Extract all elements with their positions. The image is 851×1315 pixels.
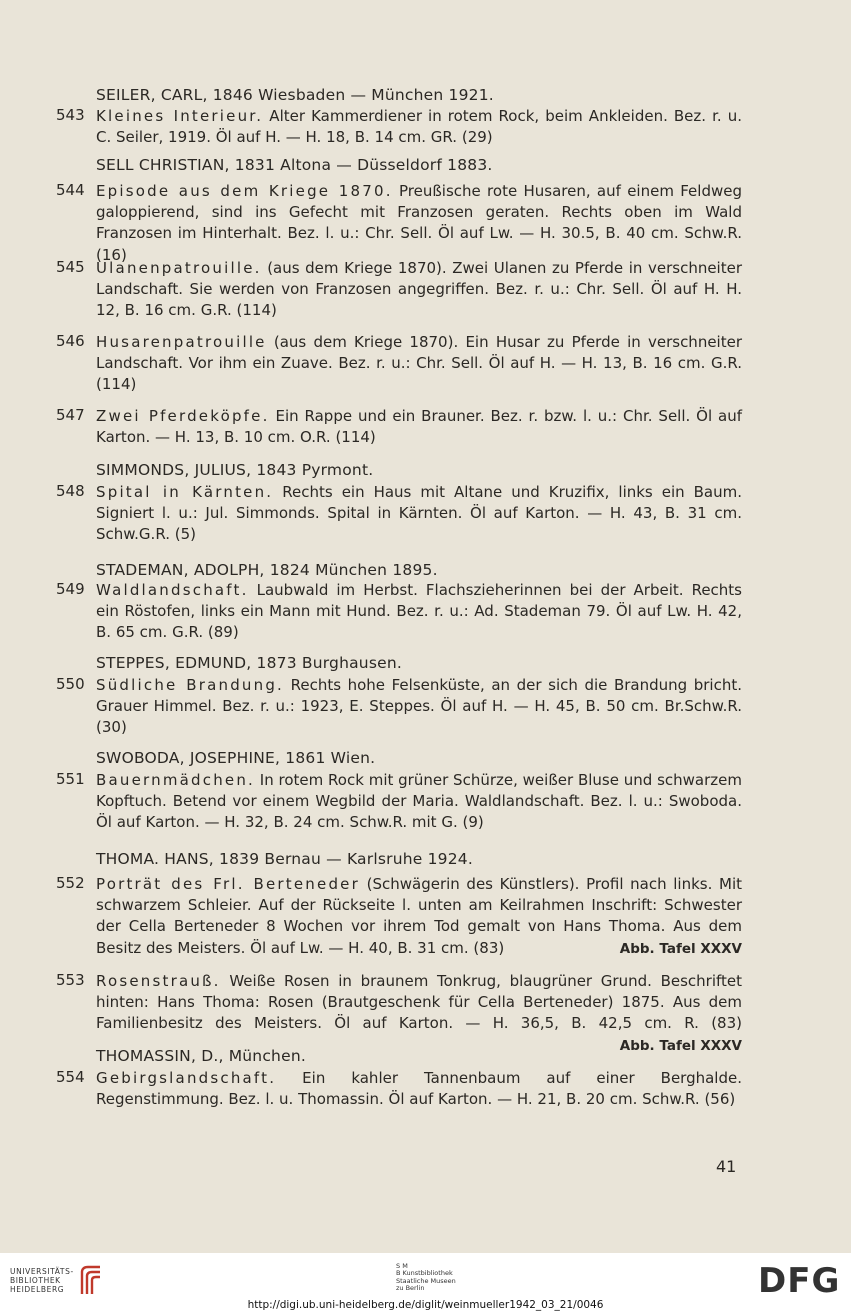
artwork-details: (aus dem Kriege 1870). Zwei Ulanen zu Pferde in verschneiter Landschaft. Sie werden von Franzosen angegriffen. Bez. r. u.: Chr. Sell. Öl auf H. H. 12, B. 16 cm. G.R. (114) <box>96 259 742 320</box>
artwork-details: Weiße Rosen in braunem Tonkrug, blaugrüner Grund. Beschriftet hinten: Hans Thoma: Rosen (Brautgeschenk für Cella Berteneder) 1875. Aus dem Familienbesitz des Meisters. Öl auf Karton. — H. 36,5, B. 42,5 cm. R. (83) <box>96 972 742 1033</box>
catalog-entry <box>56 971 742 1056</box>
entry-description <box>96 406 742 448</box>
artist-heading: SIMMONDS, JULIUS, 1843 Pyrmont. <box>96 461 374 479</box>
artwork-title: Rosenstrauß. <box>96 972 221 990</box>
figure-reference: Abb. Tafel XXXV <box>619 1037 742 1054</box>
lot-number: 551 <box>56 770 85 788</box>
catalog-entry <box>56 482 742 546</box>
artwork-details: Alter Kammerdiener in rotem Rock, beim Ankleiden. Bez. r. u. C. Seiler, 1919. Öl auf H. — H. 18, B. 14 cm. GR. (29) <box>96 107 742 147</box>
artwork-details: (aus dem Kriege 1870). Ein Husar zu Pferde in verschneiter Landschaft. Vor ihm ein Zuave. Bez. r. u.: Chr. Sell. Öl auf H. — H. 13, B. 16 cm. G.R. (114) <box>96 333 742 394</box>
artist-heading: THOMA. HANS, 1839 Bernau — Karlsruhe 1924. <box>96 850 473 868</box>
artwork-details: Preußische rote Husaren, auf einem Feldweg galoppierend, sind ins Gefecht mit Franzosen geraten. Rechts oben im Wald Franzosen im Hinterhalt. Bez. l. u.: Chr. Sell. Öl auf Lw. — H. 30.5, B. 40 cm. Schw.R. (16) <box>96 182 742 264</box>
lot-number: 545 <box>56 258 85 276</box>
artwork-details: Rechts hohe Felsenküste, an der sich die Brandung bricht. Grauer Himmel. Bez. r. u.: 1923, E. Steppes. Öl auf H. — H. 45, B. 50 cm. Br.Schw.R. (30) <box>96 676 742 737</box>
artwork-details: Ein Rappe und ein Brauner. Bez. r. bzw. l. u.: Chr. Sell. Öl auf Karton. — H. 13, B. 10 cm. O.R. (114) <box>96 407 743 447</box>
lot-number: 547 <box>56 406 85 424</box>
artwork-title: Waldlandschaft. <box>96 581 249 599</box>
entry-description <box>96 332 742 396</box>
page-url[interactable]: http://digi.ub.uni-heidelberg.de/diglit/weinmueller1942_03_21/0046 <box>247 1299 604 1311</box>
artwork-details: Rechts ein Haus mit Altane und Kruzifix, links ein Baum. Signiert l. u.: Jul. Simmonds. Spital in Kärnten. Öl auf Karton. — H. 43, B. 31 cm. Schw.G.R. (5) <box>96 483 743 544</box>
lot-number: 553 <box>56 971 85 989</box>
lot-number: 543 <box>56 106 85 124</box>
artist-heading: SELL CHRISTIAN, 1831 Altona — Düsseldorf 1883. <box>96 156 493 174</box>
catalog-entry <box>56 770 742 834</box>
catalog-entry <box>56 874 742 959</box>
entry-description <box>96 258 742 322</box>
artist-heading: SEILER, CARL, 1846 Wiesbaden — München 1921. <box>96 86 494 104</box>
catalog-entry <box>56 181 742 266</box>
library-name: UNIVERSITÄTS- BIBLIOTHEK HEIDELBERG <box>10 1267 74 1294</box>
artwork-title: Husarenpatrouille <box>96 333 267 351</box>
artist-heading: STEPPES, EDMUND, 1873 Burghausen. <box>96 654 402 672</box>
lot-number: 544 <box>56 181 85 199</box>
page-number: 41 <box>716 1157 737 1176</box>
entry-description <box>96 482 742 546</box>
lot-number: 546 <box>56 332 85 350</box>
artwork-title: Kleines Interieur. <box>96 107 264 125</box>
artwork-title: Ulanenpatrouille. <box>96 259 262 277</box>
artwork-title: Gebirgslandschaft. <box>96 1069 277 1087</box>
entry-description <box>96 675 742 739</box>
artwork-title: Spital in Kärnten. <box>96 483 274 501</box>
artwork-title: Bauernmädchen. <box>96 771 256 789</box>
heidelberg-library-logo-icon <box>78 1264 104 1298</box>
catalog-entry <box>56 675 742 739</box>
catalog-entry <box>56 406 742 448</box>
entry-description <box>96 181 742 266</box>
artwork-details: Ein kahler Tannenbaum auf einer Berghalde. Regenstimmung. Bez. l. u. Thomassin. Öl auf Karton. — H. 21, B. 20 cm. Schw.R. (56) <box>96 1069 742 1109</box>
artist-heading: THOMASSIN, D., München. <box>96 1047 306 1065</box>
catalog-entry <box>56 332 742 396</box>
catalog-entry <box>56 106 742 148</box>
entry-description <box>96 770 742 834</box>
artwork-title: Südliche Brandung. <box>96 676 285 694</box>
artwork-details: (Schwägerin des Künstlers). Profil nach links. Mit schwarzem Schleier. Auf der Rückseite l. unten am Keilrahmen Inschrift: Schwester der Cella Berteneder 8 Wochen vor ihrem Tod gemalt von Hans Thoma. Aus dem Besitz des Meisters. Öl auf Lw. — H. 40, B. 31 cm. (83) <box>96 875 742 957</box>
lot-number: 554 <box>56 1068 85 1086</box>
kunstbibliothek-credit: S M B Kunstbibliothek Staatliche Museen zu Berlin <box>396 1262 456 1292</box>
figure-reference: Abb. Tafel XXXV <box>619 940 742 957</box>
artwork-title: Porträt des Frl. Berteneder <box>96 875 360 893</box>
entry-description <box>96 580 742 644</box>
viewer-footer <box>0 1253 851 1315</box>
catalog-entry <box>56 1068 742 1110</box>
artwork-title: Episode aus dem Kriege 1870. <box>96 182 393 200</box>
dfg-logo: DFG <box>758 1261 841 1301</box>
lot-number: 549 <box>56 580 85 598</box>
entry-description <box>96 106 742 148</box>
lot-number: 550 <box>56 675 85 693</box>
artwork-title: Zwei Pferdeköpfe. <box>96 407 270 425</box>
entry-description <box>96 1068 742 1110</box>
artist-heading: STADEMAN, ADOLPH, 1824 München 1895. <box>96 561 438 579</box>
artist-heading: SWOBODA, JOSEPHINE, 1861 Wien. <box>96 749 376 767</box>
lot-number: 548 <box>56 482 85 500</box>
catalog-entry <box>56 258 742 322</box>
lot-number: 552 <box>56 874 85 892</box>
artwork-details: In rotem Rock mit grüner Schürze, weißer Bluse und schwarzem Kopftuch. Betend vor einem Wegbild der Maria. Waldlandschaft. Bez. l. u.: Swoboda. Öl auf Karton. — H. 32, B. 24 cm. Schw.R. mit G. (9) <box>96 771 742 832</box>
catalog-entry <box>56 580 742 644</box>
artwork-details: Laubwald im Herbst. Flachszieherinnen bei der Arbeit. Rechts ein Röstofen, links ein Mann mit Hund. Bez. r. u.: Ad. Stademan 79. Öl auf Lw. H. 42, B. 65 cm. G.R. (89) <box>96 581 742 642</box>
